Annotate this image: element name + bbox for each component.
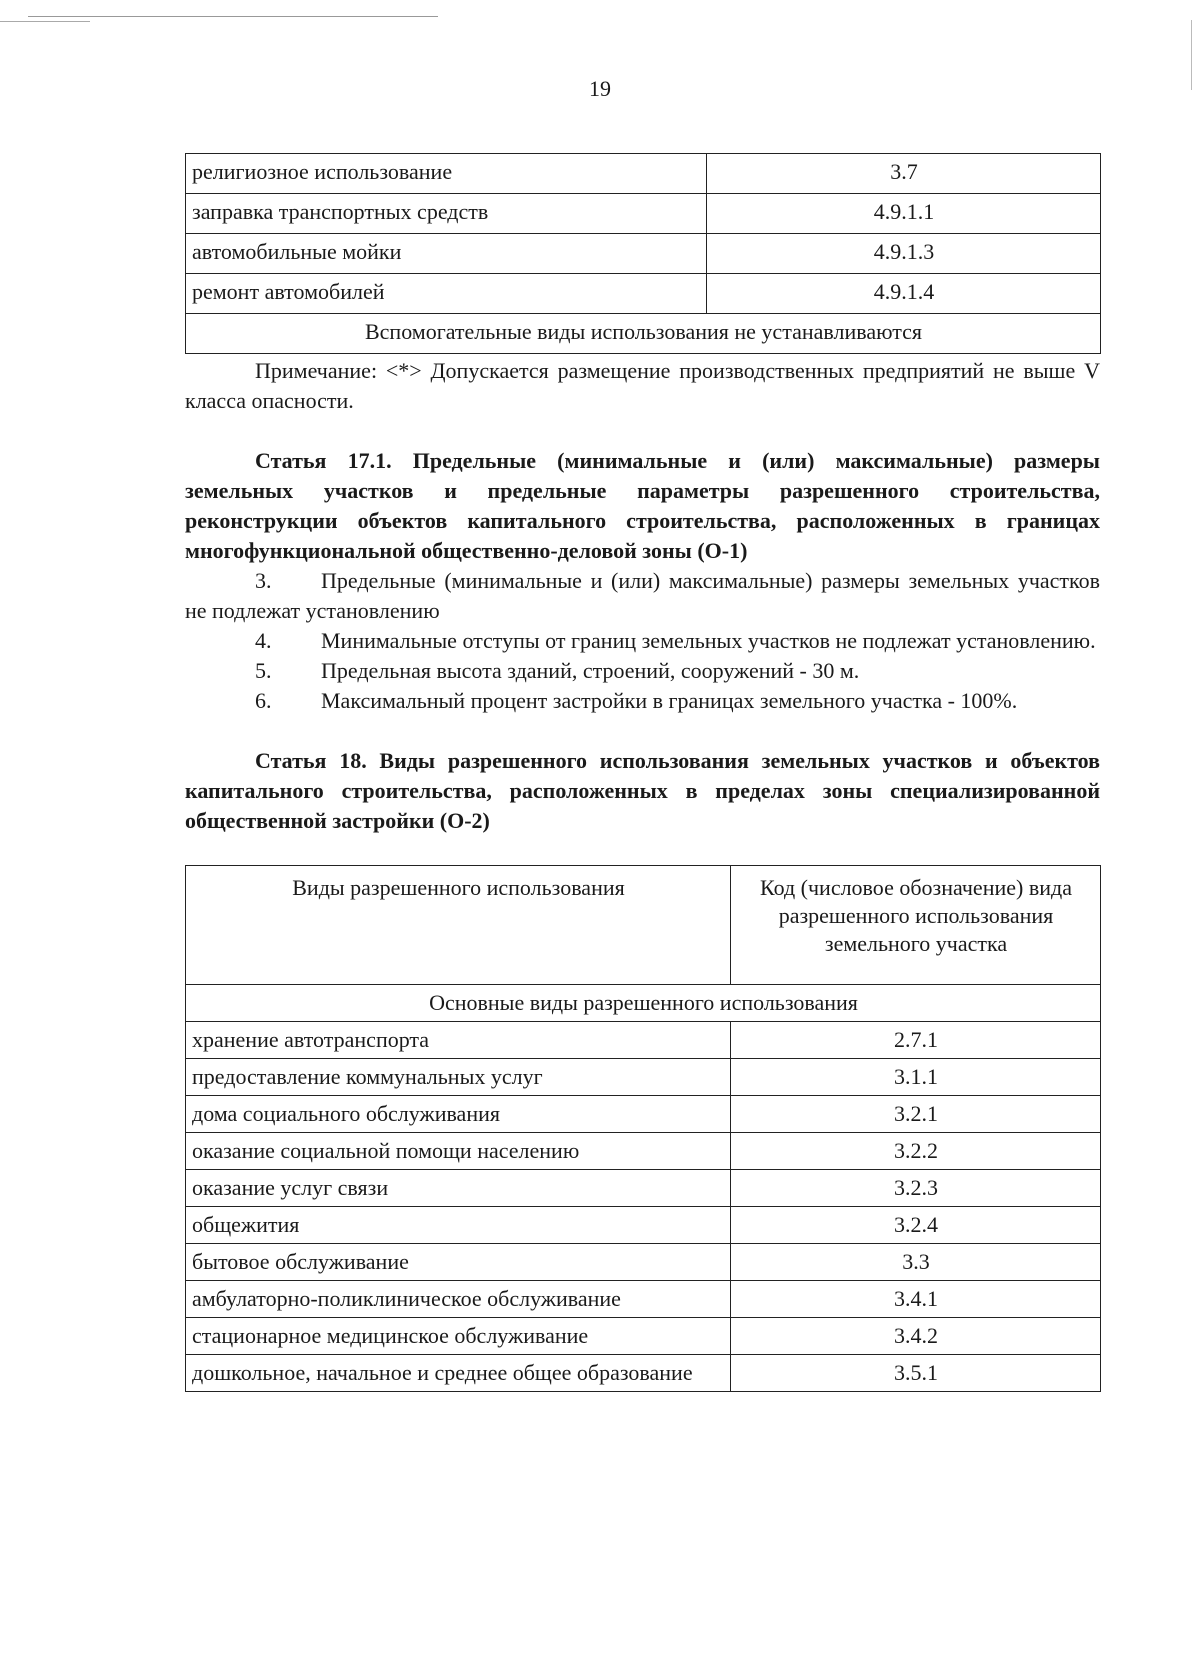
table-row xyxy=(186,1355,1101,1392)
list-item xyxy=(185,566,1100,626)
table-row xyxy=(186,1281,1101,1318)
section-row xyxy=(186,985,1101,1022)
use-code: 3.2.4 xyxy=(731,1207,1101,1244)
article-17-1-items xyxy=(185,566,1100,716)
use-code: 3.7 xyxy=(707,154,1101,194)
use-name: оказание услуг связи xyxy=(186,1170,731,1207)
use-name: дошкольное, начальное и среднее общее образование xyxy=(186,1355,731,1392)
use-name: дома социального обслуживания xyxy=(186,1096,731,1133)
list-item xyxy=(185,656,1100,686)
use-name: бытовое обслуживание xyxy=(186,1244,731,1281)
table-row xyxy=(186,234,1101,274)
table-row xyxy=(186,1059,1101,1096)
table-row xyxy=(186,1022,1101,1059)
item-number: 3. xyxy=(255,568,272,593)
use-code: 2.7.1 xyxy=(731,1022,1101,1059)
list-item xyxy=(185,686,1100,716)
article-17-1-heading: Статья 17.1. Предельные (минимальные и (или) максимальные) размеры земельных участков и предельные параметры разрешенного строительства, реконструкции объектов капитального строительства, расположенных в границах многофункциональной общественно-деловой зоны (О-1) xyxy=(185,448,1100,563)
table-row xyxy=(186,1318,1101,1355)
item-text: Предельные (минимальные и (или) максимальные) размеры земельных участков не подлежат установлению xyxy=(185,568,1100,623)
table-row xyxy=(186,1096,1101,1133)
item-number: 5. xyxy=(255,658,272,683)
table-row xyxy=(186,1133,1101,1170)
use-code: 4.9.1.3 xyxy=(707,234,1101,274)
use-code: 3.2.1 xyxy=(731,1096,1101,1133)
use-name: заправка транспортных средств xyxy=(186,194,707,234)
main-uses-section: Основные виды разрешенного использования xyxy=(186,985,1101,1022)
page-content xyxy=(185,153,1100,1392)
page-number: 19 xyxy=(589,76,611,101)
use-code: 3.1.1 xyxy=(731,1059,1101,1096)
use-code: 4.9.1.1 xyxy=(707,194,1101,234)
use-code: 3.5.1 xyxy=(731,1355,1101,1392)
use-code: 4.9.1.4 xyxy=(707,274,1101,314)
table-row xyxy=(186,1170,1101,1207)
use-code: 3.2.2 xyxy=(731,1133,1101,1170)
column-header-uses: Виды разрешенного использования xyxy=(186,866,731,985)
scan-edge-line xyxy=(0,21,90,22)
use-name: предоставление коммунальных услуг xyxy=(186,1059,731,1096)
column-header-code: Код (числовое обозначение) вида разрешенного использования земельного участка xyxy=(731,866,1101,985)
use-name: стационарное медицинское обслуживание xyxy=(186,1318,731,1355)
use-code: 3.2.3 xyxy=(731,1170,1101,1207)
use-name: автомобильные мойки xyxy=(186,234,707,274)
use-name: общежития xyxy=(186,1207,731,1244)
scan-edge-line xyxy=(28,16,438,17)
use-name: амбулаторно-поликлиническое обслуживание xyxy=(186,1281,731,1318)
table-row xyxy=(186,194,1101,234)
use-code: 3.4.1 xyxy=(731,1281,1101,1318)
zone-uses-table xyxy=(185,153,1101,354)
use-name: религиозное использование xyxy=(186,154,707,194)
use-code: 3.3 xyxy=(731,1244,1101,1281)
item-text: Минимальные отступы от границ земельных участков не подлежат установлению. xyxy=(321,628,1096,653)
use-name: хранение автотранспорта xyxy=(186,1022,731,1059)
table-row xyxy=(186,274,1101,314)
table-row xyxy=(186,154,1101,194)
item-number: 6. xyxy=(255,688,272,713)
item-text: Предельная высота зданий, строений, сооружений - 30 м. xyxy=(321,658,860,683)
item-number: 4. xyxy=(255,628,272,653)
table-note: Примечание: <*> Допускается размещение производственных предприятий не выше V класса опасности. xyxy=(185,358,1100,413)
use-code: 3.4.2 xyxy=(731,1318,1101,1355)
table-row xyxy=(186,1244,1101,1281)
use-name: ремонт автомобилей xyxy=(186,274,707,314)
use-name: оказание социальной помощи населению xyxy=(186,1133,731,1170)
zone-o2-uses-table xyxy=(185,865,1101,1392)
article-18-heading: Статья 18. Виды разрешенного использования земельных участков и объектов капитального строительства, расположенных в пределах зоны специализированной общественной застройки (О-2) xyxy=(185,748,1100,833)
aux-uses-row: Вспомогательные виды использования не устанавливаются xyxy=(186,314,1101,354)
table-header-row xyxy=(186,866,1101,985)
table-row xyxy=(186,314,1101,354)
list-item xyxy=(185,626,1100,656)
item-text: Максимальный процент застройки в границах земельного участка - 100%. xyxy=(321,688,1018,713)
table-row xyxy=(186,1207,1101,1244)
